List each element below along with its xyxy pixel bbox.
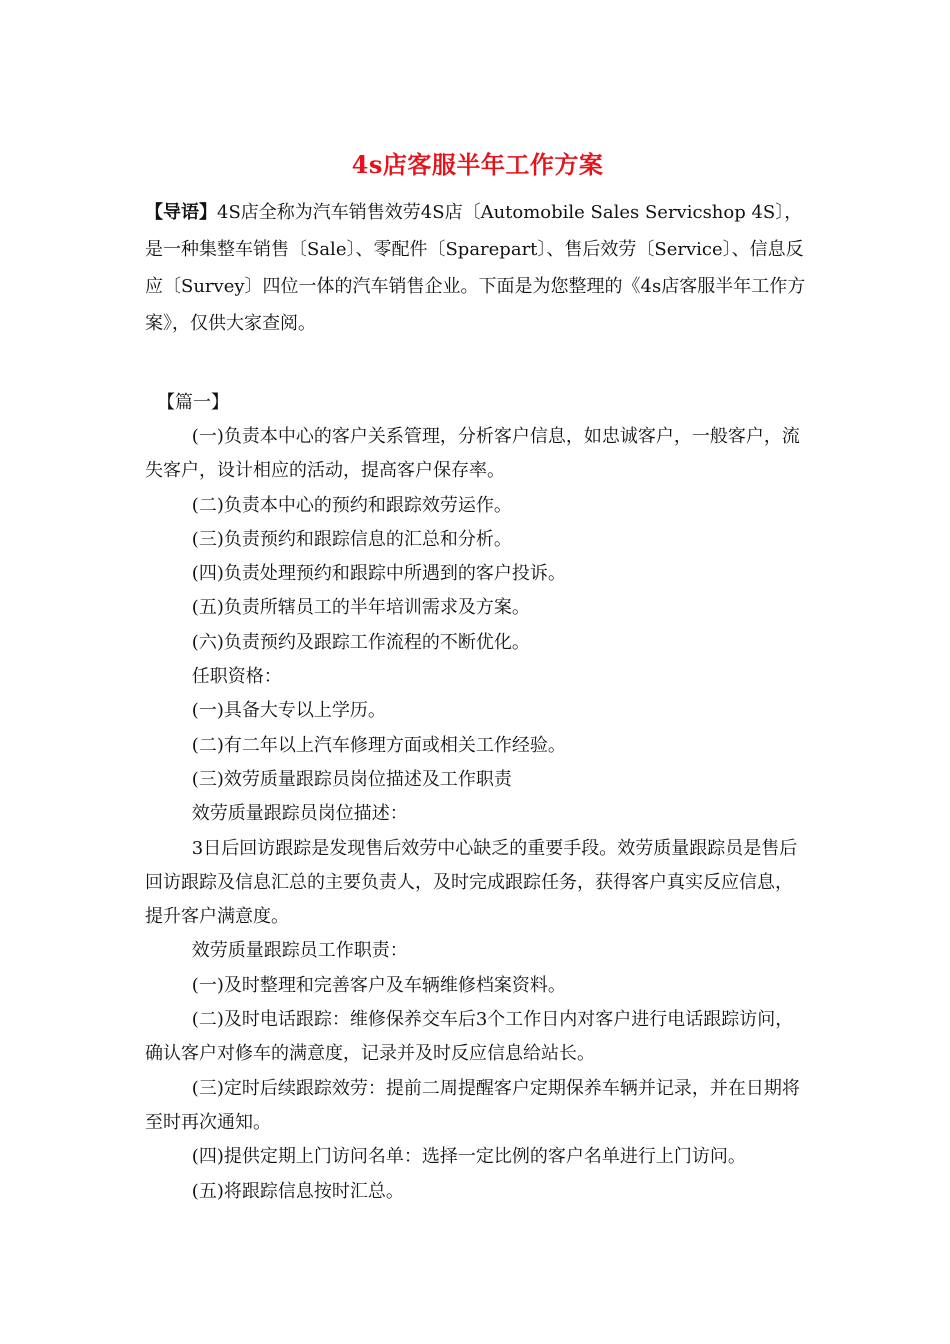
lead-text: 4S店全称为汽车销售效劳4S店〔Automobile Sales Servicshop 4S〕，是一种集整车销售〔Sale〕、零配件〔Sparepart〕、售后效劳〔Service〕、信息反应〔Survey〕四位一体的汽车销售企业。下面是为您整理的《4s店客服半年工作方案》，仅供大家查阅。 bbox=[145, 202, 806, 334]
paragraph-5: (五)负责所辖员工的半年培训需求及方案。 bbox=[191, 597, 530, 619]
paragraph-1: (一)负责本中心的客户关系管理，分析客户信息，如忠诚客户，一般客户，流失客户，设计相应的活动，提高客户保存率。 bbox=[145, 426, 800, 482]
paragraph-7: 任职资格： bbox=[191, 666, 282, 688]
paragraph-15: (二)及时电话跟踪：维修保养交车后3个工作日内对客户进行电话跟踪访问，确认客户对修车的满意度，记录并及时反应信息给站长。 bbox=[145, 1009, 794, 1065]
paragraph-18: (五)将跟踪信息按时汇总。 bbox=[191, 1180, 404, 1202]
paragraph-6: (六)负责预约及跟踪工作流程的不断优化。 bbox=[191, 631, 530, 653]
section-heading: 【篇一】 bbox=[157, 392, 229, 413]
lead-tag: 【导语】 bbox=[145, 202, 217, 223]
paragraph-14: (一)及时整理和完善客户及车辆维修档案资料。 bbox=[191, 974, 566, 996]
paragraph-9: (二)有二年以上汽车修理方面或相关工作经验。 bbox=[191, 734, 566, 756]
paragraph-3: (三)负责预约和跟踪信息的汇总和分析。 bbox=[191, 528, 512, 550]
lead-paragraph bbox=[145, 194, 810, 342]
paragraph-17: (四)提供定期上门访问名单：选择一定比例的客户名单进行上门访问。 bbox=[191, 1146, 746, 1168]
paragraph-4: (四)负责处理预约和跟踪中所遇到的客户投诉。 bbox=[191, 563, 566, 585]
paragraph-12: 3日后回访跟踪是发现售后效劳中心缺乏的重要手段。效劳质量跟踪员是售后回访跟踪及信息汇总的主要负责人，及时完成跟踪任务，获得客户真实反应信息，提升客户满意度。 bbox=[145, 837, 798, 928]
paragraph-11: 效劳质量跟踪员岗位描述： bbox=[191, 803, 408, 825]
paragraph-10: (三)效劳质量跟踪员岗位描述及工作职责 bbox=[191, 768, 512, 790]
document-title: 4s店客服半年工作方案 bbox=[351, 150, 604, 179]
paragraph-16: (三)定时后续跟踪效劳：提前二周提醒客户定期保养车辆并记录，并在日期将至时再次通知。 bbox=[145, 1077, 800, 1133]
paragraph-13: 效劳质量跟踪员工作职责： bbox=[191, 940, 408, 962]
paragraph-2: (二)负责本中心的预约和跟踪效劳运作。 bbox=[191, 494, 512, 516]
paragraph-8: (一)具备大专以上学历。 bbox=[191, 700, 386, 722]
